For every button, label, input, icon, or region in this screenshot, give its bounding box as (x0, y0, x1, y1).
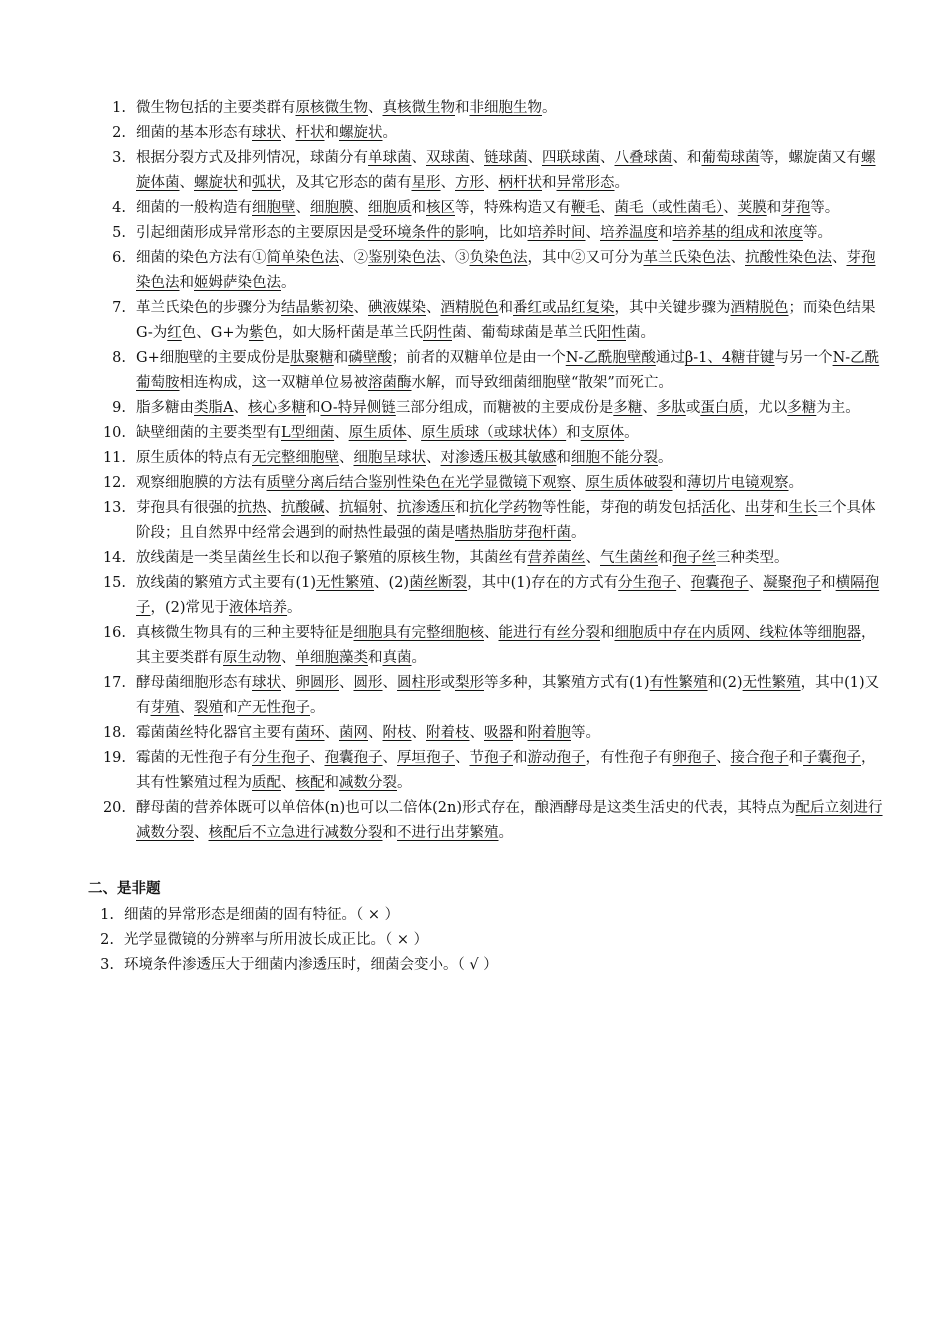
answer-blank: 螺旋状 (194, 175, 238, 191)
answer-blank: 厚垣孢子 (397, 750, 455, 766)
answer-blank: 多糖 (787, 400, 817, 416)
question-item (0, 928, 950, 953)
answer-blank: 芽殖 (150, 700, 180, 716)
answer-blank: 肽聚糖 (290, 350, 334, 366)
question-text: 原生质体的特点有无完整细胞壁、细胞呈球状、对渗透压极其敏感和细胞不能分裂。 (136, 450, 673, 466)
question-number: 19. (102, 750, 126, 766)
answer-blank: 抗热 (237, 500, 267, 516)
answer-blank: 凝聚孢子 (763, 575, 822, 591)
question-item (0, 471, 950, 496)
question-item (0, 446, 950, 471)
question-number: 15. (102, 575, 126, 591)
answer-blank: 异常形态 (556, 175, 615, 191)
question-item (0, 121, 950, 146)
answer-blank: N-乙酰葡萄胺 (136, 350, 880, 391)
question-item (0, 346, 950, 396)
question-text: 酵母菌细胞形态有球状、卵圆形、圆形、圆柱形或梨形等多种，其繁殖方式有(1)有性繁殖和(2)无性繁殖，其中(1)又有芽殖、裂殖和产无性孢子。 (136, 675, 880, 716)
answer-blank: O-特异侧链 (320, 400, 396, 416)
question-item (0, 746, 950, 796)
true-false-list (0, 903, 950, 978)
answer-blank: 嗜热脂肪芽孢杆菌 (455, 525, 571, 541)
answer-blank: 球状 (252, 675, 281, 691)
answer-blank: 芽孢 (781, 200, 811, 216)
answer-blank: 细胞不能分裂 (571, 450, 658, 466)
question-number: 4. (112, 200, 126, 216)
question-item (0, 246, 950, 296)
answer-blank: 核配后不立急进行减数分裂 (208, 825, 383, 841)
answer-blank: 节孢子 (469, 750, 513, 766)
question-text: 缺壁细菌的主要类型有L型细菌、原生质体、原生质球（或球状体）和支原体。 (136, 425, 639, 441)
answer-blank: 液体培养 (229, 600, 288, 616)
answer-blank: 培养时间 (527, 225, 586, 241)
answer-blank: 受环境条件的影响 (368, 225, 484, 241)
question-text: 放线菌是一类呈菌丝生长和以孢子繁殖的原核生物，其菌丝有营养菌丝、气生菌丝和孢子丝三种类型。 (136, 550, 789, 566)
question-item (0, 146, 950, 196)
question-number: 14. (102, 550, 126, 566)
answer-blank: 结晶紫初染 (281, 300, 354, 316)
answer-blank: 圆形 (353, 675, 383, 691)
answer-blank: 阳性 (597, 325, 626, 341)
question-text: 细菌的一般构造有细胞壁、细胞膜、细胞质和核区等，特殊构造又有鞭毛、菌毛（或性菌毛）、荚膜和芽孢等。 (136, 200, 840, 216)
question-text: G+细胞壁的主要成份是肽聚糖和磷壁酸；前者的双糖单位是由一个N-乙酰胞壁酸通过β-1、4糖苷键与另一个N-乙酰葡萄胺相连构成，这一双糖单位易被溶菌酶水解，而导致细菌细胞壁“散架”而死亡。 (136, 350, 880, 391)
answer-blank: 螺旋状 (339, 125, 383, 141)
answer-blank: 梨形 (455, 675, 484, 691)
answer-blank: 鉴别染色法 (368, 250, 441, 266)
answer-blank: 多肽 (656, 400, 686, 416)
answer-blank: 菌毛（或性菌毛） (614, 200, 724, 216)
answer-blank: β-1、4糖苷键 (684, 350, 775, 366)
answer-blank: 横隔孢子 (136, 575, 880, 616)
question-number: 6. (112, 250, 126, 266)
answer-blank: 细胞膜 (310, 200, 354, 216)
question-item (0, 396, 950, 421)
question-item (0, 296, 950, 346)
fill-in-blank-list (0, 96, 950, 846)
question-text: 霉菌的无性孢子有分生孢子、孢囊孢子、厚垣孢子、节孢子和游动孢子，有性孢子有卵孢子、接合孢子和子囊孢子，其有性繁殖过程为质配、核配和减数分裂。 (136, 750, 876, 791)
answer-blank: 菌丝断裂 (409, 575, 468, 591)
answer-blank: 原生质球（或球状体） (421, 425, 567, 441)
question-text: 细菌的染色方法有①简单染色法、②鉴别染色法、③负染色法，其中②又可分为革兰氏染色法、抗酸性染色法、芽孢染色法和姬姆萨染色法。 (136, 250, 876, 291)
question-number: 10. (102, 425, 126, 441)
answer-blank: 简单染色法 (266, 250, 339, 266)
answer-blank: 原生质体破裂 (585, 475, 673, 491)
answer-blank: 气生菌丝 (600, 550, 658, 566)
answer-blank: 柄杆状 (498, 175, 542, 191)
question-number: 8. (112, 350, 126, 366)
answer-blank: 有性繁殖 (649, 675, 708, 691)
answer-blank: 无完整细胞壁 (252, 450, 339, 466)
answer-blank: 圆柱形 (397, 675, 441, 691)
answer-blank: 阴性 (423, 325, 452, 341)
question-text: 芽孢具有很强的抗热、抗酸碱、抗辐射、抗渗透压和抗化学药物等性能，芽孢的萌发包括活化、出芽和生长三个具体阶段；且自然界中经常会遇到的耐热性最强的菌是嗜热脂肪芽孢杆菌。 (136, 500, 876, 541)
answer-blank: 孢囊孢子 (324, 750, 383, 766)
answer-blank: 产无性孢子 (237, 700, 310, 716)
answer-blank: 细胞质 (368, 200, 412, 216)
question-item (0, 221, 950, 246)
question-number: 1. (100, 907, 114, 923)
question-text: 根据分裂方式及排列情况，球菌分有单球菌、双球菌、链球菌、四联球菌、八叠球菌、和葡萄球菌等，螺旋菌又有螺旋体菌、螺旋状和弧状，及其它形态的菌有星形、方形、柄杆状和异常形态。 (136, 150, 876, 191)
answer-blank: 附枝 (382, 725, 412, 741)
answer-blank: 方形 (455, 175, 484, 191)
answer-blank: 负染色法 (469, 250, 528, 266)
answer-blank: 酒精脱色 (730, 300, 789, 316)
answer-blank: 原生动物 (223, 650, 281, 666)
answer-blank: 多糖 (613, 400, 643, 416)
answer-blank: 菌环 (295, 725, 325, 741)
answer-blank: 革兰氏染色法 (643, 250, 731, 266)
question-text: 酵母菌的营养体既可以单倍体(n)也可以二倍体(2n)形式存在，酿酒酵母是这类生活史的代表，其特点为配后立刻进行减数分裂、核配后不立急进行减数分裂和不进行出芽繁殖。 (136, 800, 883, 841)
answer-blank: 紫 (249, 325, 264, 341)
question-text: 引起细菌形成异常形态的主要原因是受环境条件的影响，比如培养时间、培养温度和培养基的组成和浓度等。 (136, 225, 832, 241)
answer-blank: 鞭毛 (571, 200, 600, 216)
question-number: 1. (112, 100, 126, 116)
question-number: 3. (100, 957, 114, 973)
answer-blank: 卵孢子 (672, 750, 716, 766)
answer-blank: 番红或品红复染 (513, 300, 615, 316)
answer-blank: 球状 (252, 125, 281, 141)
question-number: 2. (112, 125, 126, 141)
question-text: 细菌的基本形态有球状、杆状和螺旋状。 (136, 125, 397, 141)
answer-blank: 配后立刻进行减数分裂 (136, 800, 883, 841)
question-item (0, 721, 950, 746)
question-item (0, 621, 950, 671)
answer-blank: 碘液媒染 (368, 300, 426, 316)
answer-blank: 原生质体 (348, 425, 407, 441)
answer-blank: 八叠球菌 (614, 150, 673, 166)
answer-blank: 生长 (788, 500, 818, 516)
answer-blank: 溶菌酶 (368, 375, 412, 391)
answer-blank: 接合孢子 (730, 750, 789, 766)
answer-blank: 弧状 (252, 175, 281, 191)
answer-blank: 质壁分离后结合鉴别性染色在光学显微镜下观察 (266, 475, 571, 491)
answer-blank: 薄切片电镜观察 (687, 475, 789, 491)
answer-blank: 卵圆形 (295, 675, 339, 691)
answer-blank: 附着枝 (426, 725, 470, 741)
answer-blank: 活化 (701, 500, 731, 516)
answer-blank: 无性繁殖 (742, 675, 801, 691)
answer-blank: 不进行出芽繁殖 (397, 825, 499, 841)
answer-blank: 酒精脱色 (440, 300, 499, 316)
answer-blank: 杆状 (295, 125, 325, 141)
answer-blank: 细胞具有完整细胞核 (353, 625, 484, 641)
answer-blank: 核配 (295, 775, 325, 791)
answer-blank: 孢子丝 (672, 550, 716, 566)
question-text: 革兰氏染色的步骤分为结晶紫初染、碘液媒染、酒精脱色和番红或品红复染，其中关键步骤为酒精脱色；而染色结果G-为红色、G+为紫色，如大肠杆菌是革兰氏阴性菌、葡萄球菌是革兰氏阳性菌。 (136, 300, 876, 341)
answer-blank: 抗酸性染色法 (745, 250, 832, 266)
answer-blank: 减数分裂 (339, 775, 397, 791)
answer-blank: N-乙酰胞壁酸 (565, 350, 656, 366)
answer-blank: 分生孢子 (252, 750, 310, 766)
answer-blank: 原核微生物 (295, 100, 368, 116)
question-number: 11. (102, 450, 126, 466)
question-item (0, 571, 950, 621)
answer-blank: 对渗透压极其敏感 (440, 450, 557, 466)
answer-blank: 游动孢子 (527, 750, 586, 766)
question-number: 2. (100, 932, 114, 948)
question-number: 5. (112, 225, 126, 241)
question-text: 微生物包括的主要类群有原核微生物、真核微生物和非细胞生物。 (136, 100, 557, 116)
answer-blank: 红 (167, 325, 182, 341)
question-item (0, 796, 950, 846)
question-text: 环境条件渗透压大于细菌内渗透压时，细菌会变小。（ √ ） (124, 957, 498, 973)
answer-blank: 抗化学药物 (469, 500, 542, 516)
question-text: 真核微生物具有的三种主要特征是细胞具有完整细胞核、能进行有丝分裂和细胞质中存在内质网、线粒体等细胞器，其主要类群有原生动物、单细胞藻类和真菌。 (136, 625, 876, 666)
question-text: 脂多糖由类脂A、核心多糖和O-特异侧链三部分组成，而糖被的主要成份是多糖、多肽或蛋白质，尤以多糖为主。 (136, 400, 860, 416)
answer-blank: 双球菌 (426, 150, 470, 166)
answer-blank: 磷壁酸 (348, 350, 392, 366)
answer-blank: 菌网 (339, 725, 368, 741)
question-number: 12. (102, 475, 126, 491)
answer-blank: 螺旋体菌 (136, 150, 876, 191)
answer-blank: 无性繁殖 (316, 575, 375, 591)
question-item (0, 496, 950, 546)
question-item (0, 546, 950, 571)
question-number: 17. (102, 675, 126, 691)
answer-blank: 孢囊孢子 (690, 575, 749, 591)
question-text: 霉菌菌丝特化器官主要有菌环、菌网、附枝、附着枝、吸器和附着胞等。 (136, 725, 600, 741)
answer-blank: 葡萄球菌 (701, 150, 760, 166)
answer-blank: 单细胞藻类 (295, 650, 368, 666)
answer-blank: 非细胞生物 (469, 100, 542, 116)
question-item (0, 421, 950, 446)
question-number: 3. (112, 150, 126, 166)
answer-blank: 抗辐射 (339, 500, 383, 516)
answer-blank: 细胞壁 (252, 200, 296, 216)
question-item (0, 96, 950, 121)
answer-blank: 子囊孢子 (803, 750, 861, 766)
question-item (0, 953, 950, 978)
answer-blank: 核心多糖 (247, 400, 306, 416)
question-text: 观察细胞膜的方法有质壁分离后结合鉴别性染色在光学显微镜下观察、原生质体破裂和薄切片电镜观察。 (136, 475, 803, 491)
section-title: 二、是非题 (88, 880, 161, 897)
answer-blank: 四联球菌 (542, 150, 600, 166)
answer-blank: L型细菌 (281, 425, 335, 441)
question-number: 16. (102, 625, 126, 641)
answer-blank: 姬姆萨染色法 (194, 275, 281, 291)
answer-blank: 蛋白质 (700, 400, 744, 416)
answer-blank: 单球菌 (368, 150, 412, 166)
question-number: 9. (112, 400, 126, 416)
answer-blank: 真菌 (382, 650, 412, 666)
answer-blank: 培养基的组成和浓度 (672, 225, 803, 241)
question-text: 光学显微镜的分辨率与所用波长成正比。（ × ） (124, 932, 429, 948)
answer-blank: 链球菌 (484, 150, 528, 166)
question-item (0, 903, 950, 928)
document-page (0, 96, 950, 978)
answer-blank: 抗渗透压 (397, 500, 455, 516)
question-item (0, 196, 950, 221)
question-number: 18. (102, 725, 126, 741)
answer-blank: 细胞质中存在内质网、线粒体等细胞器 (614, 625, 861, 641)
answer-blank: 细胞呈球状 (353, 450, 426, 466)
question-text: 细菌的异常形态是细菌的固有特征。（ × ） (124, 907, 400, 923)
answer-blank: 质配 (252, 775, 281, 791)
question-item (0, 671, 950, 721)
question-number: 13. (102, 500, 126, 516)
answer-blank: 芽孢染色法 (136, 250, 876, 291)
answer-blank: 星形 (411, 175, 441, 191)
question-number: 20. (102, 800, 126, 816)
answer-blank: 荚膜 (737, 200, 767, 216)
answer-blank: 吸器 (484, 725, 513, 741)
answer-blank: 附着胞 (527, 725, 571, 741)
answer-blank: 营养菌丝 (527, 550, 586, 566)
question-number: 7. (112, 300, 126, 316)
answer-blank: 分生孢子 (618, 575, 677, 591)
answer-blank: 核区 (426, 200, 455, 216)
answer-blank: 类脂A (194, 400, 234, 416)
answer-blank: 抗酸碱 (281, 500, 325, 516)
answer-blank: 培养温度 (600, 225, 658, 241)
question-text: 放线菌的繁殖方式主要有(1)无性繁殖、(2)菌丝断裂，其中(1)存在的方式有分生孢子、孢囊孢子、凝聚孢子和横隔孢子，(2)常见于液体培养。 (136, 575, 880, 616)
answer-blank: 裂殖 (194, 700, 223, 716)
answer-blank: 支原体 (580, 425, 625, 441)
answer-blank: 出芽 (745, 500, 774, 516)
answer-blank: 能进行有丝分裂 (498, 625, 600, 641)
answer-blank: 真核微生物 (382, 100, 455, 116)
